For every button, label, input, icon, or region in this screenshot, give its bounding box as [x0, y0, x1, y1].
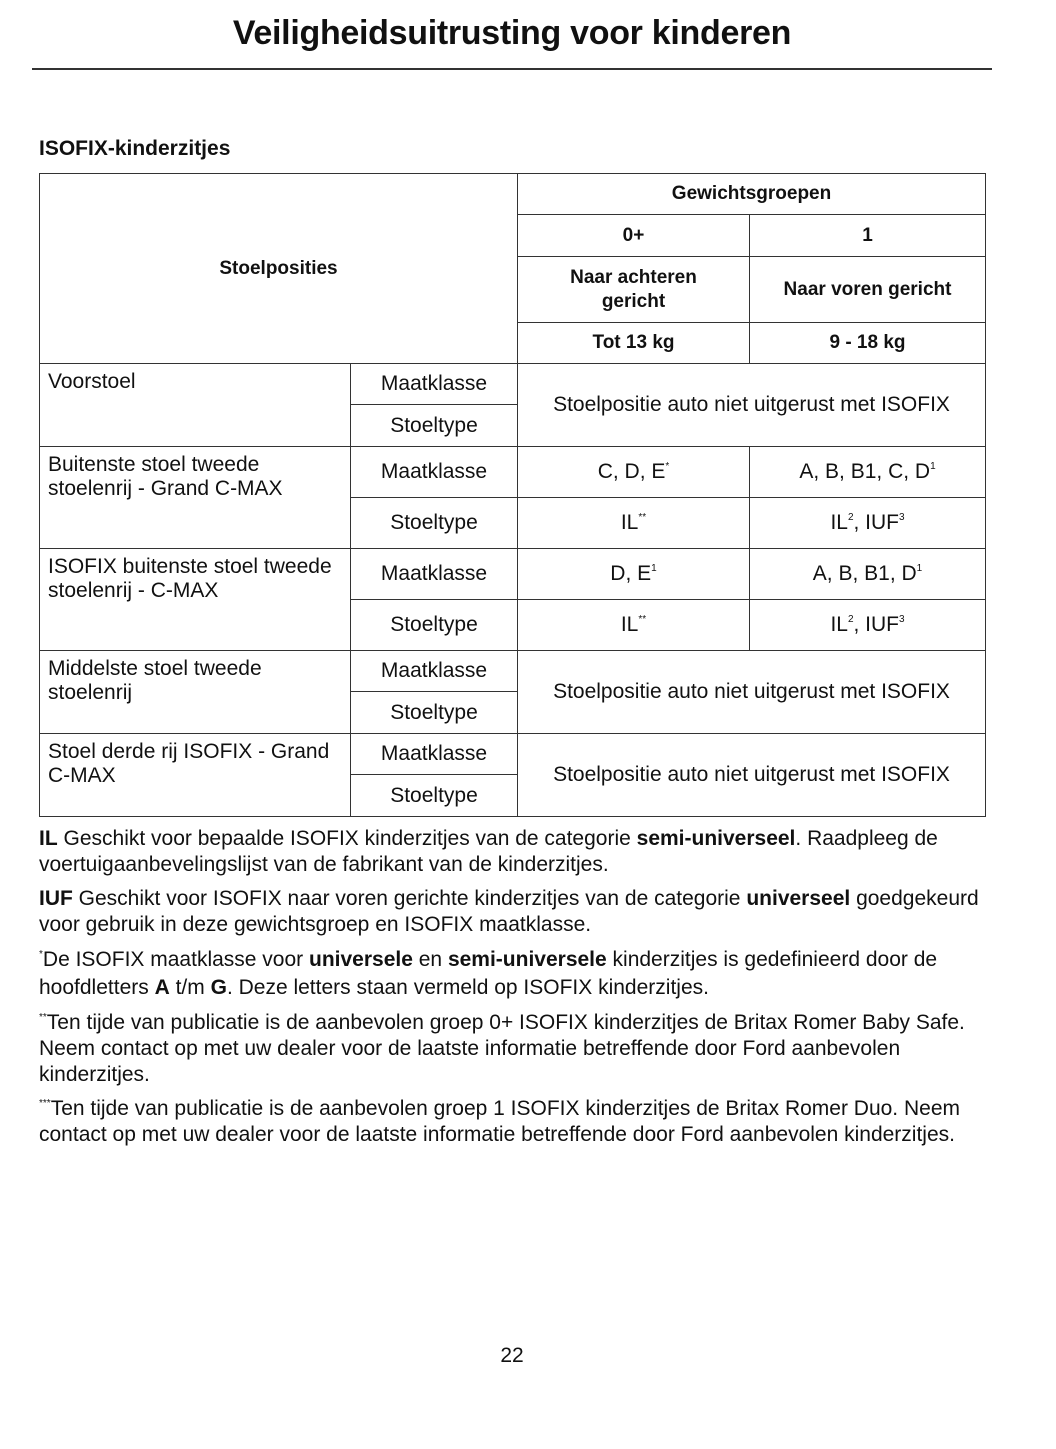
group-direction: Naar achteren gericht — [518, 257, 750, 323]
group-name: 1 — [750, 215, 986, 257]
page-number: 22 — [500, 1344, 524, 1367]
attr-label: Maatklasse — [351, 734, 518, 775]
attr-label: Maatklasse — [351, 364, 518, 405]
value-text: D, E — [610, 562, 652, 585]
not-equipped-cell: Stoelpositie auto niet uitgerust met ISOFIX — [518, 364, 986, 447]
table-row — [40, 734, 986, 775]
value-text: C, D, E — [597, 460, 666, 483]
note-text: goedgekeurd voor gebruik in deze gewichtsgroep en ISOFIX maatklasse. — [39, 887, 979, 936]
note-bold: universele — [309, 948, 413, 971]
footnote-mark: 1 — [916, 563, 923, 574]
note-text: Geschikt voor ISOFIX naar voren gerichte kinderzitjes van de categorie — [72, 887, 747, 910]
value-text: IL — [620, 511, 639, 534]
header-stoelposities: Stoelposities — [40, 174, 518, 364]
group-weight: 9 - 18 kg — [750, 323, 986, 364]
note-text: . Raadpleeg de voertuigaanbevelingslijst van de fabrikant van de kinderzitjes. — [39, 827, 938, 876]
attr-label: Maatklasse — [351, 549, 518, 600]
footnote-mark: 2 — [847, 512, 854, 523]
footnote-mark: * — [39, 949, 43, 960]
title-divider — [32, 68, 992, 70]
footnote-mark: 3 — [899, 614, 905, 625]
note-text: kinderzitjes is gedefinieerd door de hoofdletters — [39, 948, 938, 999]
table-header-row — [40, 174, 986, 215]
footnote-mark: 2 — [847, 614, 854, 625]
value-cell — [518, 447, 750, 498]
header-gewichtsgroepen: Gewichtsgroepen — [518, 174, 986, 215]
value-text: , IUF — [853, 511, 900, 534]
not-equipped-cell: Stoelpositie auto niet uitgerust met ISOFIX — [518, 734, 986, 817]
group-name: 0+ — [518, 215, 750, 257]
seat-position: Middelste stoel tweede stoelenrij — [40, 651, 351, 734]
seat-position: Buitenste stoel tweede stoelenrij - Grand C-MAX — [40, 447, 351, 549]
note-iuf — [39, 886, 989, 938]
footnotes — [39, 826, 989, 1156]
section-title: ISOFIX-kinderzitjes — [39, 137, 231, 160]
note-star1 — [39, 946, 989, 1002]
note-bold: G — [210, 976, 227, 999]
seat-position: Voorstoel — [40, 364, 351, 447]
note-bold: semi-universeel — [636, 827, 796, 850]
note-text: Ten tijde van publicatie is de aanbevolen groep 0+ ISOFIX kinderzitjes de Britax Romer Baby Safe. Neem contact op met uw dealer voor de laatste informatie betreffende door Ford aanbevolen kinderzitjes. — [39, 1011, 965, 1086]
value-cell — [750, 600, 986, 651]
value-cell — [750, 498, 986, 549]
note-text: t/m — [169, 976, 211, 999]
value-cell — [518, 498, 750, 549]
table-row — [40, 651, 986, 692]
seat-position: ISOFIX buitenste stoel tweede stoelenrij - C-MAX — [40, 549, 351, 651]
footnote-mark: 1 — [930, 461, 936, 472]
note-bold: semi-universele — [447, 948, 607, 971]
attr-label: Maatklasse — [351, 447, 518, 498]
isofix-table — [39, 173, 986, 817]
footnote-mark: *** — [39, 1098, 51, 1109]
note-text: Ten tijde van publicatie is de aanbevolen groep 1 ISOFIX kinderzitjes de Britax Romer Duo. Neem contact op met uw dealer voor de laatste informatie betreffende door Ford aanbevolen kinderzitjes. — [39, 1097, 960, 1146]
note-text: . Deze letters staan vermeld op ISOFIX kinderzitjes. — [226, 976, 709, 999]
seat-position: Stoel derde rij ISOFIX - Grand C-MAX — [40, 734, 351, 817]
note-bold: universeel — [746, 887, 851, 910]
note-text: De ISOFIX maatklasse voor — [42, 948, 309, 971]
table-row — [40, 549, 986, 600]
value-text: A, B, B1, D — [812, 562, 917, 585]
group-weight: Tot 13 kg — [518, 323, 750, 364]
value-text: A, B, B1, C, D — [799, 460, 931, 483]
group-direction: Naar voren gericht — [750, 257, 986, 323]
value-text: IL — [830, 613, 848, 636]
table-row — [40, 364, 986, 405]
value-text: , IUF — [853, 613, 900, 636]
note-il — [39, 826, 989, 878]
value-text: IL — [620, 613, 639, 636]
attr-label: Stoeltype — [351, 405, 518, 447]
footnote-mark: * — [665, 461, 670, 472]
footnote-mark: 3 — [899, 512, 905, 523]
value-cell — [750, 549, 986, 600]
note-bold: A — [154, 976, 170, 999]
value-text: IL — [830, 511, 848, 534]
attr-label: Stoeltype — [351, 775, 518, 817]
page-title: Veiligheidsuitrusting voor kinderen — [232, 14, 792, 52]
note-star3 — [39, 1096, 989, 1148]
attr-label: Stoeltype — [351, 692, 518, 734]
note-text: Geschikt voor bepaalde ISOFIX kinderzitjes van de categorie — [57, 827, 637, 850]
value-cell — [750, 447, 986, 498]
note-term: IL — [39, 827, 58, 850]
footnote-mark: ** — [39, 1012, 47, 1023]
table-row — [40, 447, 986, 498]
footnote-mark: ** — [638, 614, 647, 625]
footnote-mark: ** — [638, 512, 647, 523]
value-cell — [518, 600, 750, 651]
attr-label: Stoeltype — [351, 600, 518, 651]
attr-label: Stoeltype — [351, 498, 518, 549]
note-text: en — [412, 948, 448, 971]
attr-label: Maatklasse — [351, 651, 518, 692]
note-term: IUF — [39, 887, 73, 910]
footnote-mark: 1 — [651, 563, 657, 574]
note-star2 — [39, 1010, 989, 1088]
not-equipped-cell: Stoelpositie auto niet uitgerust met ISOFIX — [518, 651, 986, 734]
value-cell — [518, 549, 750, 600]
